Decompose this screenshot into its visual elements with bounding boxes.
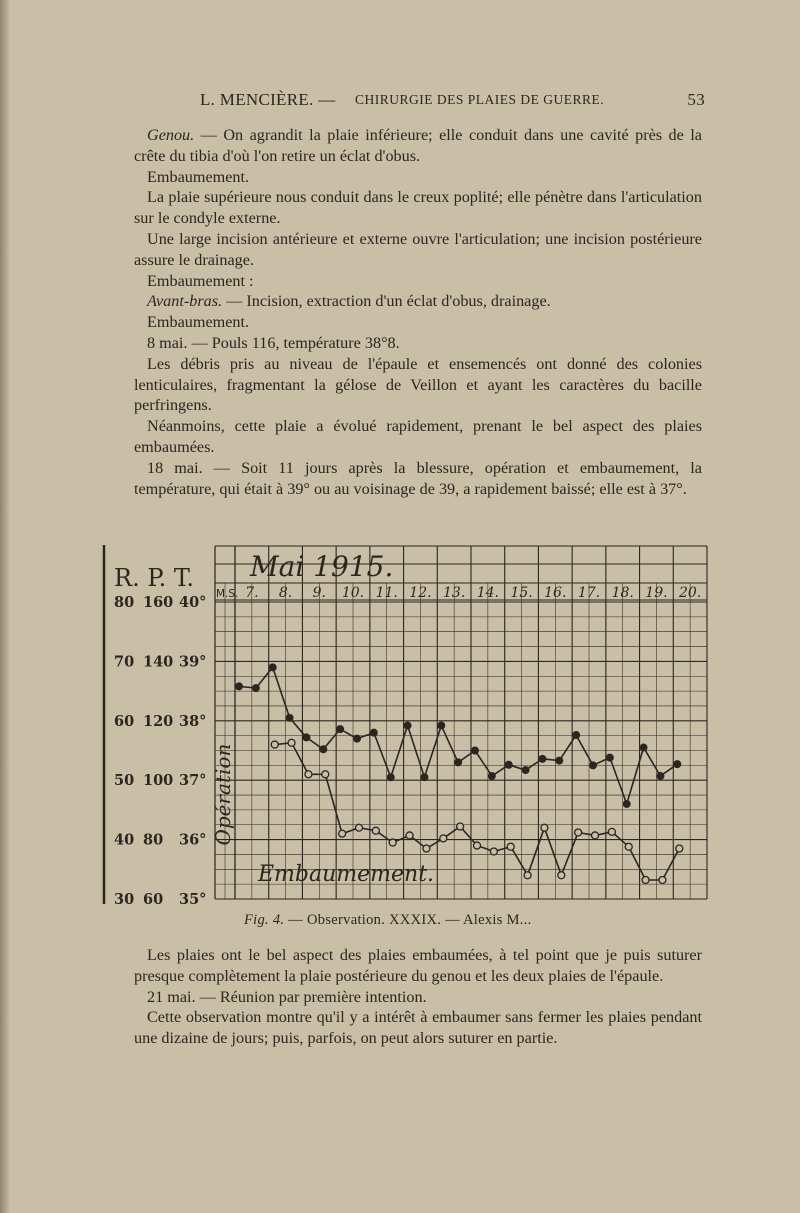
paragraph-text: Embaumement. [147,313,250,332]
axis-label-r: 70 [114,653,135,671]
axis-label-r: 80 [114,594,135,611]
annotation-embaumement: Embaumement. [258,862,435,888]
paragraph [134,945,702,987]
paragraph-lead: Avant-bras. [147,292,223,311]
axis-label-r: 60 [114,712,135,730]
data-point [420,773,428,781]
data-point [625,843,632,850]
data-point [659,876,666,883]
page-edge [0,0,10,1213]
paragraph [134,312,702,333]
paragraph [134,167,702,188]
data-point [575,829,582,836]
data-point [356,824,363,831]
paragraph-text: Embaumement : [147,271,254,290]
data-point [589,761,597,769]
paragraph [134,987,702,1008]
data-point [389,839,396,846]
axis-label-t: 40° [179,594,207,611]
axis-label-t: 39° [179,653,207,671]
axis-label-r: 30 [114,891,135,908]
axis-label-t: 35° [179,891,207,908]
paragraph [134,333,702,354]
paragraph [134,416,702,458]
header-running-title: CHIRURGIE DES PLAIES DE GUERRE. [355,92,605,107]
day-label: 14. [476,585,499,601]
caption-fig-label: Fig. 4. [244,912,285,928]
paragraph [134,458,702,500]
data-point [286,714,294,722]
day-label: 11. [375,585,398,601]
axis-label-t: 38° [179,712,207,730]
annotation-operation: Opération [211,743,235,846]
paragraph-text: Embaumement. [147,167,250,186]
data-point [454,758,462,766]
data-point [640,744,648,752]
paragraph [134,271,702,292]
day-label: 8. [278,585,293,601]
day-label: 12. [409,585,432,601]
paragraph [134,125,702,167]
data-point [623,800,631,808]
data-point [305,771,312,778]
data-point [404,722,412,730]
day-label: 18. [611,585,634,601]
data-point [538,755,546,763]
axis-label-r: 50 [114,772,135,790]
paragraph [134,229,702,271]
paragraph-text: — On agrandit la plaie inférieure; elle conduit dans une cavité près de la crête du tibia d'où l'on retire un éclat d'obus. [134,126,702,165]
axis-label-p: 120 [143,712,174,730]
data-point [488,772,496,780]
data-point [437,722,445,730]
data-point [676,845,683,852]
data-point [372,827,379,834]
data-point [606,754,614,762]
paragraph-text: 8 mai. — Pouls 116, température 38°8. [147,333,400,352]
day-label: 15. [510,585,533,601]
caption-text: — Observation. XXXIX. — Alexis M... [284,912,532,928]
data-point [555,757,563,765]
data-point [524,872,531,879]
data-point [457,823,464,830]
body-text-bottom [134,945,702,1049]
day-label: 10. [341,585,365,601]
data-point [271,741,278,748]
data-point [642,876,649,883]
paragraph-text: Cette observation montre qu'il y a intérêt à embaumer sans fermer les plaies pendant une dizaine de jours; puis, parfois, on peut alors suturer en partie. [134,1008,702,1048]
day-label: 19. [645,585,668,601]
page-number: 53 [687,90,705,109]
data-point [302,733,310,741]
series-line [275,743,680,880]
axis-label-p: 100 [143,772,174,790]
data-point [522,766,530,774]
axis-label-p: 60 [143,891,164,908]
data-point [353,735,361,743]
axis-label-t: 37° [179,772,207,790]
axis-label-r: 40 [114,831,135,849]
header-author: L. MENCIÈRE. — [200,90,336,109]
day-label: 9. [312,585,326,601]
data-point [505,761,513,769]
day-label: 16. [544,585,567,601]
data-point [608,828,615,835]
data-point [339,830,346,837]
data-point [507,843,514,850]
running-header [200,90,705,114]
data-point [541,824,548,831]
data-point [572,731,580,739]
figure-caption [244,912,532,929]
day-label: 20. [679,585,702,601]
data-point [558,872,565,879]
body-text-top [134,125,702,499]
data-point [387,773,395,781]
paragraph [134,187,702,229]
data-point [322,771,329,778]
axis-label-p: 80 [143,831,164,849]
paragraph-lead: Genou. [147,126,195,144]
paragraph [134,354,702,416]
data-point [288,739,295,746]
paragraph-text: Les plaies ont le bel aspect des plaies embaumées, à tel point que je puis suturer presque complètement la plaie postérieure du genou et les deux plaies de l'épaule. [134,946,702,985]
axis-label-t: 36° [179,831,207,849]
day-label: 7. [245,585,259,601]
data-point [474,842,481,849]
paragraph [134,291,702,312]
data-point [252,684,260,692]
data-point [673,760,681,768]
data-point [471,747,479,755]
chart-svg [100,540,710,910]
day-label: 17. [577,585,601,601]
axis-label-p: 160 [143,594,174,611]
chart-title: Mai 1915. [250,550,394,583]
data-point [656,772,664,780]
data-point [423,845,430,852]
paragraph-text: 21 mai. — Réunion par première intention. [147,987,427,1006]
ms-label: M.S. [216,588,239,600]
data-point [235,682,243,690]
paragraph-text: Néanmoins, cette plaie a évolué rapidement, prenant le bel aspect des plaies embaumées. [134,417,702,456]
paragraph-text: — Incision, extraction d'un éclat d'obus, drainage. [222,292,551,311]
paragraph-text: Les débris pris au niveau de l'épaule et ensemencés ont donné des colonies lenticulaires, fragmentant la gélose de Veillon et ayant les caractères du bacille perfringens. [134,354,702,415]
data-point [440,835,447,842]
paragraph-text: 18 mai. — Soit 11 jours après la blessure, opération et embaumement, la température, qui était à 39° ou au voisinage de 39, a rapidement baissé; elle est à 37°. [134,458,702,498]
chart-legend-header: R. P. T. [114,564,194,592]
paragraph [134,1007,702,1049]
paragraph-text: La plaie supérieure nous conduit dans le creux poplité; elle pénètre dans l'articulation sur le condyle externe. [134,188,702,228]
data-point [319,745,327,753]
temperature-chart [100,540,710,910]
data-point [592,832,599,839]
day-label: 13. [443,585,466,601]
data-point [490,848,497,855]
data-point [370,729,378,737]
paragraph-text: Une large incision antérieure et externe ouvre l'articulation; une incision postérieure assure le drainage. [134,229,702,269]
data-point [406,832,413,839]
axis-label-p: 140 [143,653,174,671]
data-point [269,663,277,671]
data-point [336,725,344,733]
